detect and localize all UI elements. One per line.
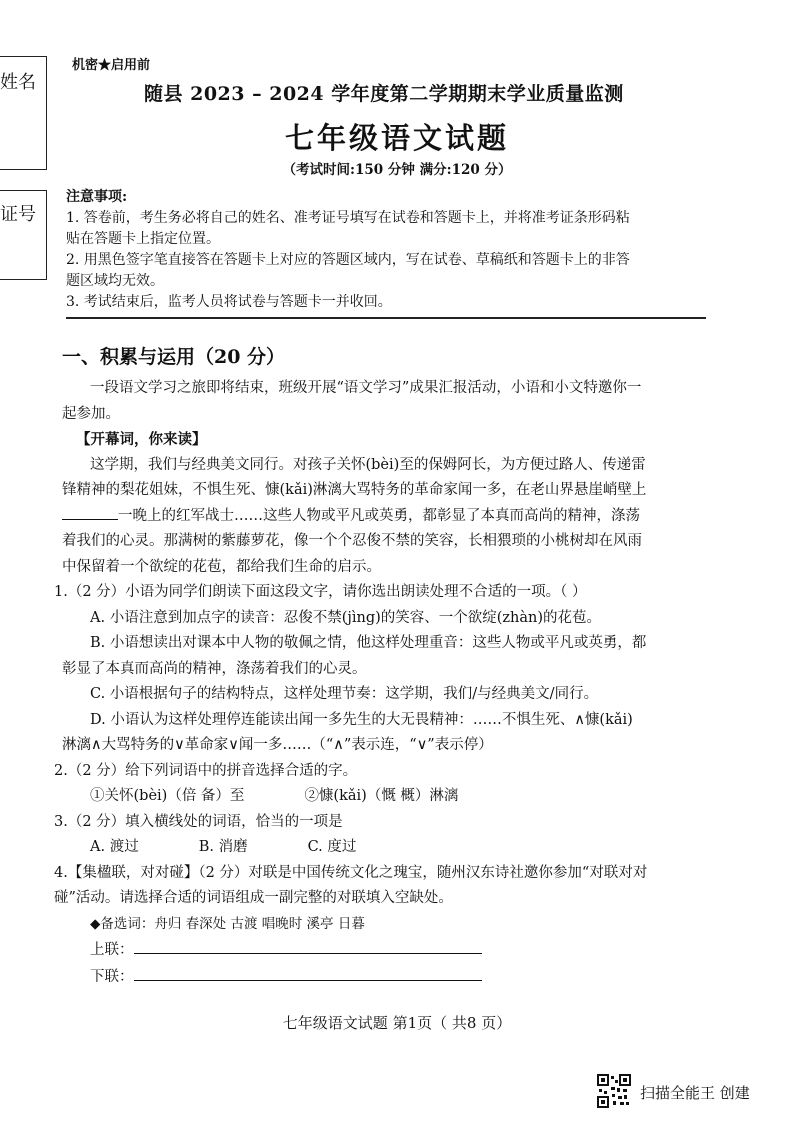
passage-block (54, 376, 712, 990)
q3-option-c: C. 度过 (307, 839, 357, 855)
lower-label: 下联： (90, 968, 134, 985)
scanner-brand: 扫描全能王 创建 (640, 1084, 750, 1102)
secret-label: 机密★启用前 (72, 58, 151, 73)
q1-option-d-cont: 淋漓∧大骂特务的∨革命家∨闻一多……（“∧”表示连，“∨”表示停） (62, 737, 493, 753)
q4-choices: ◆备选词：舟归 春深处 古渡 唱晚时 溪亭 日暮 (90, 915, 365, 932)
intro-line: 一段语文学习之旅即将结束，班级开展“语文学习”成果汇报活动，小语和小文特邀你一 (90, 380, 642, 396)
lower-answer-line[interactable] (134, 964, 482, 981)
exam-subtitle: 随县 2023 – 2024 学年度第二学期期末学业质量监测 (144, 83, 624, 105)
notes-line: 1. 答卷前，考生务必将自己的姓名、准考证号填写在试卷和答题卡上，并将准考证条形码粘 (66, 210, 630, 226)
passage-line: 这学期，我们与经典美文同行。对孩子关怀(bèi)至的保姆阿长，为方便过路人、传递雷 (90, 456, 646, 473)
q2-option-1: ①关怀(bèi)（倍 备）至 (90, 788, 245, 804)
q2-stem: 2.（2 分）给下列词语中的拼音选择合适的字。 (54, 762, 358, 779)
q4-stem-cont: 碰”活动。请选择合适的词语组成一副完整的对联填入空缺处。 (54, 890, 453, 906)
q1-option-b-cont: 彰显了本真而高尚的精神，涤荡着我们的心灵。 (62, 660, 367, 677)
q2-option-2: ②慷(kǎi)（慨 概）淋漓 (304, 788, 459, 804)
notes-line: 3. 考试结束后，监考人员将试卷与答题卡一并收回。 (66, 294, 392, 310)
q3-options (62, 835, 712, 861)
notes-line: 2. 用黑色签字笔直接答在答题卡上对应的答题区域内，写在试卷、草稿纸和答题卡上的非答 (66, 252, 630, 268)
page-footer: 七年级语文试题 第1页（ 共8 页） (282, 1014, 512, 1032)
q1-option-d: D. 小语认为这样处理停连能读出闻一多先生的大无畏精神：……不惧生死、∧慷(kǎi) (90, 711, 633, 728)
name-label: 姓名 (0, 72, 36, 93)
passage-line: 一晚上的红军战士……这些人物或平凡或英勇，都彰显了本真而高尚的精神，涤荡 (118, 507, 640, 524)
q3-option-b: B. 消磨 (198, 839, 248, 855)
notes-title: 注意事项: (66, 189, 128, 205)
opening-title: 【开幕词，你来读】 (76, 431, 207, 448)
q4-stem: 4.【集楹联，对对碰】（2 分）对联是中国传统文化之瑰宝，随州汉东诗社邀你参加“对联对对 (54, 864, 648, 881)
id-label: 证号 (0, 204, 36, 225)
q3-stem: 3.（2 分）填入横线处的词语，恰当的一项是 (54, 813, 343, 830)
q1-option-a: A. 小语注意到加点字的读音：忍俊不禁(jìng)的笑容、一个欲绽(zhàn)的花苞。 (90, 609, 602, 626)
passage-line: 中保留着一个欲绽的花苞，都给我们生命的启示。 (62, 558, 381, 575)
answer-blank[interactable] (62, 505, 118, 520)
qr-code-icon (597, 1074, 631, 1108)
passage-line: 着我们的心灵。那满树的紫藤萝花，像一个个忍俊不禁的笑容，长相猥琐的小桃树却在风雨 (62, 533, 642, 549)
passage-line-with-blank (62, 504, 712, 530)
exam-time-info: （考试时间:150 分钟 满分:120 分） (282, 162, 512, 178)
passage-line: 锋精神的梨花姐妹，不惧生死、慷(kǎi)淋漓大骂特务的革命家闻一多，在老山界悬崖峭壁上 (62, 482, 647, 498)
q1-stem: 1.（2 分）小语为同学们朗读下面这段文字，请你选出朗读处理不合适的一项。（ ） (54, 584, 587, 600)
q4-upper-line (62, 937, 712, 964)
page-title: 七年级语文试题 (284, 121, 509, 155)
q1-option-c: C. 小语根据句子的结构特点，这样处理节奏：这学期，我们/与经典美文/同行。 (90, 686, 599, 702)
intro-line: 起参加。 (62, 405, 120, 422)
upper-label: 上联： (90, 942, 134, 958)
divider (66, 317, 706, 319)
notes-line: 贴在答题卡上指定位置。 (66, 231, 220, 247)
q2-options (62, 784, 712, 810)
notes-block (66, 187, 630, 313)
section-title: 一、积累与运用（20 分） (62, 346, 286, 368)
q3-option-a: A. 渡过 (90, 839, 139, 855)
q1-option-b: B. 小语想读出对课本中人物的敬佩之情，他这样处理重音：这些人物或平凡或英勇，都 (90, 635, 647, 651)
q4-lower-line (62, 964, 712, 991)
notes-line: 题区域均无效。 (66, 273, 164, 289)
upper-answer-line[interactable] (134, 937, 482, 954)
